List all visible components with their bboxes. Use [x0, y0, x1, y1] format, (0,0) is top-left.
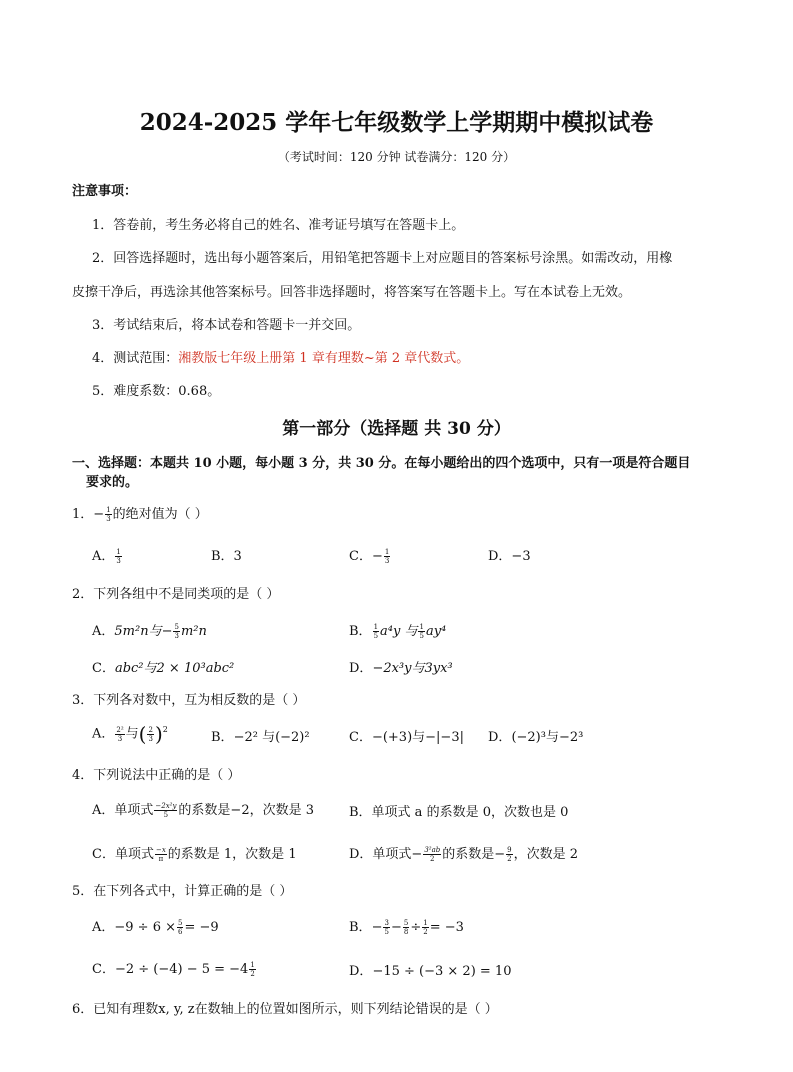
option-b[interactable]: B．3 — [211, 549, 242, 564]
option-b[interactable]: B．− $\frac{3}{5}$ − $\frac{5}{8}$ ÷ $\frac{1}{2}$ = −3 — [349, 919, 464, 936]
option-d[interactable]: D．−15 ÷ (−3 × 2) = 10 — [349, 964, 512, 979]
notice-item: 3．考试结束后，将本试卷和答题卡一并交回。 — [92, 318, 361, 333]
notice-heading: 注意事项： — [72, 184, 138, 199]
section-title: 第一部分（选择题 共 30 分） — [282, 419, 511, 439]
exam-info: （考试时间：120 分钟 试卷满分：120 分） — [277, 150, 516, 164]
option-d[interactable]: D．单项式− $\frac{\text{3²ab}}{2}$ 的系数是− $\frac{9}{2}$ ，次数是 2 — [349, 846, 579, 863]
option-d[interactable]: D．(−2)³与−2³ — [488, 730, 584, 745]
option-b[interactable]: B．单项式 a 的系数是 0，次数也是 0 — [349, 805, 569, 820]
option-a[interactable]: A． $\frac{1}{3}$ — [92, 548, 121, 565]
option-c[interactable]: C．−(+3)与−|−3| — [349, 730, 464, 745]
scope-value: 湘教版七年级上册第 1 章有理数~第 2 章代数式。 — [178, 351, 470, 366]
q-num: 1． — [72, 507, 94, 522]
scope-label: 4．测试范围： — [92, 351, 179, 366]
option-c[interactable]: C．abc²与2 × 10³abc² — [92, 661, 235, 676]
section-intro: 要求的。 — [86, 475, 139, 490]
notice-item: 皮擦干净后，再选涂其他答案标号。回答非选择题时，将答案写在答题卡上。写在本试卷上无效。 — [72, 285, 632, 300]
option-c[interactable]: C．−2 ÷ (−4) − 5 = −4 $\frac{1}{2}$ — [92, 961, 255, 978]
question-4-stem: 4．下列说法中正确的是（ ） — [72, 768, 241, 783]
page-title: 2024-2025 学年七年级数学上学期期中模拟试卷 — [139, 109, 654, 136]
option-a[interactable]: A． $\frac{\text{2²}}{3}$ 与( $\frac{2}{3}$ )$^2$ — [92, 722, 168, 746]
option-c[interactable]: C．− $\frac{1}{3}$ — [349, 548, 390, 565]
fraction: $\frac{1}{3}$ — [106, 506, 111, 523]
notice-item: 5．难度系数：0.68。 — [92, 384, 221, 399]
option-a[interactable]: A．5m²n与− $\frac{5}{3}$ m²n — [92, 623, 207, 640]
option-b[interactable]: B．−2² 与(−2)² — [211, 730, 310, 745]
option-c[interactable]: C．单项式 $\frac{-x}{\pi}$ 的系数是 1，次数是 1 — [92, 846, 297, 863]
question-5-stem: 5．在下列各式中，计算正确的是（ ） — [72, 884, 293, 899]
question-2-stem: 2．下列各组中不是同类项的是（ ） — [72, 587, 280, 602]
option-d[interactable]: D．−2x³y与3yx³ — [349, 661, 453, 676]
question-3-stem: 3．下列各对数中，互为相反数的是（ ） — [72, 693, 306, 708]
notice-item — [92, 347, 469, 366]
section-intro: 一、选择题：本题共 10 小题，每小题 3 分，共 30 分。在每小题给出的四个选项中，只有一项是符合题目 — [72, 456, 691, 471]
option-a[interactable]: A．−9 ÷ 6 × $\frac{5}{6}$ = −9 — [92, 919, 219, 936]
q-stem: 的绝对值为（ ） — [112, 507, 208, 522]
option-d[interactable]: D．−3 — [488, 549, 531, 564]
question-6-stem: 6．已知有理数x, y, z在数轴上的位置如图所示，则下列结论错误的是（ ） — [72, 1002, 498, 1017]
option-b[interactable]: B． $\frac{1}{5}$ a⁴y 与 $\frac{1}{5}$ ay⁴ — [349, 623, 447, 640]
option-a[interactable]: A．单项式 $\frac{\text{−2x²y}}{5}$ 的系数是−2，次数是 3 — [92, 802, 314, 819]
notice-item: 1．答卷前，考生务必将自己的姓名、准考证号填写在答题卡上。 — [92, 218, 465, 233]
question-1-stem: 1．− $\frac{1}{3}$ 的绝对值为（ ） — [72, 506, 208, 523]
notice-item: 2．回答选择题时，选出每小题答案后，用铅笔把答题卡上对应题目的答案标号涂黑。如需改动，用橡 — [92, 251, 673, 266]
